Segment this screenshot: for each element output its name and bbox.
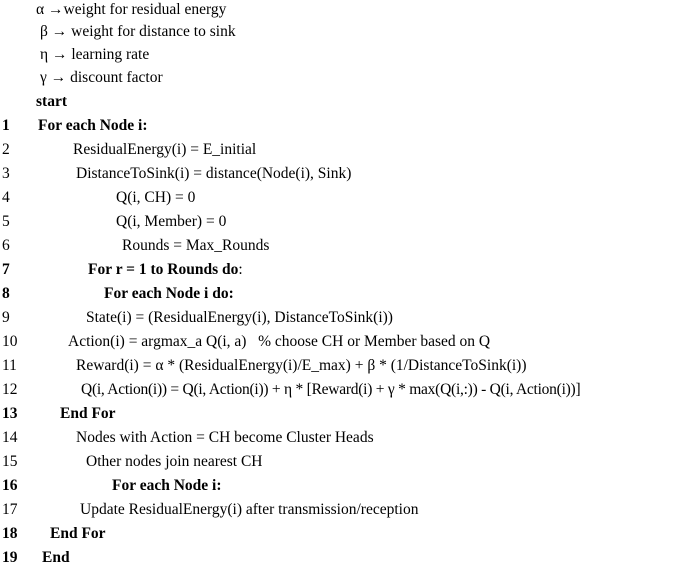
line-10 xyxy=(0,330,685,354)
line-text: Q(i, CH) = 0 xyxy=(116,189,196,206)
line-3 xyxy=(0,162,685,186)
line-number: 9 xyxy=(2,309,10,326)
line-text: Action(i) = argmax_a Q(i, a) % choose CH or Member based on Q xyxy=(68,333,491,350)
line-number: 4 xyxy=(2,189,10,206)
line-13 xyxy=(0,402,685,426)
line-number: 1 xyxy=(2,117,10,134)
line-number: 6 xyxy=(2,237,10,254)
line-1 xyxy=(0,114,685,138)
line-text: Other nodes join nearest CH xyxy=(86,453,263,470)
line-number: 3 xyxy=(2,165,10,182)
line-text: Update ResidualEnergy(i) after transmission/reception xyxy=(80,501,419,518)
param-gamma-text: γ → discount factor xyxy=(40,69,163,86)
param-gamma xyxy=(0,66,685,90)
line-text: DistanceToSink(i) = distance(Node(i), Sink) xyxy=(76,165,352,182)
line-number: 18 xyxy=(2,525,18,542)
line-number: 7 xyxy=(2,261,10,278)
param-beta-text: β → weight for distance to sink xyxy=(40,23,236,40)
line-number: 14 xyxy=(2,429,18,446)
line-text-suffix: : xyxy=(238,261,243,278)
line-text: End For xyxy=(60,405,116,422)
line-number: 2 xyxy=(2,141,10,158)
line-16 xyxy=(0,474,685,498)
line-text: Reward(i) = α * (ResidualEnergy(i)/E_max) + β * (1/DistanceToSink(i)) xyxy=(76,357,527,374)
line-6 xyxy=(0,234,685,258)
line-8 xyxy=(0,282,685,306)
param-alpha-text: α →weight for residual energy xyxy=(36,1,227,18)
line-number: 13 xyxy=(2,405,18,422)
line-text: End For xyxy=(50,525,106,542)
line-number: 19 xyxy=(2,549,18,566)
line-2 xyxy=(0,138,685,162)
param-beta xyxy=(0,20,685,44)
line-text: For each Node i do: xyxy=(104,285,234,302)
line-number: 5 xyxy=(2,213,10,230)
line-text: Rounds = Max_Rounds xyxy=(122,237,270,254)
line-12 xyxy=(0,378,685,402)
line-11 xyxy=(0,354,685,378)
param-alpha xyxy=(0,0,685,22)
line-number: 12 xyxy=(2,381,18,398)
line-text: For each Node i: xyxy=(38,117,148,134)
start-text: start xyxy=(36,93,67,110)
line-number: 17 xyxy=(2,501,18,518)
param-eta xyxy=(0,43,685,67)
line-9 xyxy=(0,306,685,330)
line-text: End xyxy=(42,549,70,566)
line-15 xyxy=(0,450,685,474)
line-number: 8 xyxy=(2,285,10,302)
line-19 xyxy=(0,546,685,570)
line-number: 15 xyxy=(2,453,18,470)
param-eta-text: η → learning rate xyxy=(40,46,150,63)
line-number: 11 xyxy=(2,357,17,374)
line-18 xyxy=(0,522,685,546)
start-label xyxy=(0,90,685,114)
line-text: Q(i, Member) = 0 xyxy=(116,213,227,230)
line-17 xyxy=(0,498,685,522)
line-number: 10 xyxy=(2,333,18,350)
line-text: ResidualEnergy(i) = E_initial xyxy=(73,141,257,158)
line-7 xyxy=(0,258,685,282)
line-number: 16 xyxy=(2,477,18,494)
line-text: Nodes with Action = CH become Cluster Heads xyxy=(76,429,374,446)
line-text: State(i) = (ResidualEnergy(i), DistanceToSink(i)) xyxy=(86,309,393,326)
line-text: Q(i, Action(i)) = Q(i, Action(i)) + η * [Reward(i) + γ * max(Q(i,:)) - Q(i, Action(i))] xyxy=(81,381,581,398)
line-4 xyxy=(0,186,685,210)
line-5 xyxy=(0,210,685,234)
line-14 xyxy=(0,426,685,450)
line-text: For r = 1 to Rounds do xyxy=(88,261,239,278)
line-text: For each Node i: xyxy=(112,477,222,494)
